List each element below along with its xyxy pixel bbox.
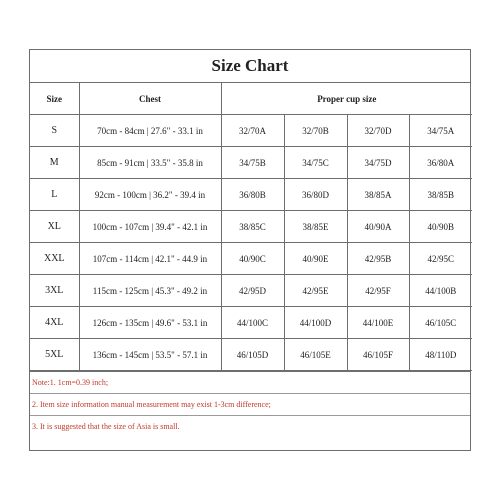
cup-size-cell: 42/95C (409, 243, 472, 275)
table-row (30, 243, 472, 275)
chest-cell: 126cm - 135cm | 49.6" - 53.1 in (79, 307, 221, 339)
cup-size-cell: 44/100C (221, 307, 284, 339)
cup-size-cell: 38/85A (347, 179, 409, 211)
chest-cell: 70cm - 84cm | 27.6" - 33.1 in (79, 115, 221, 147)
header-row (30, 83, 472, 115)
size-chart (29, 49, 471, 451)
chest-cell: 100cm - 107cm | 39.4" - 42.1 in (79, 211, 221, 243)
cup-size-cell: 44/100D (284, 307, 347, 339)
size-cell: 4XL (30, 307, 79, 339)
chest-cell: 136cm - 145cm | 53.5" - 57.1 in (79, 339, 221, 371)
size-cell: XL (30, 211, 79, 243)
cup-size-cell: 38/85B (409, 179, 472, 211)
cup-size-cell: 44/100B (409, 275, 472, 307)
size-cell: M (30, 147, 79, 179)
cup-size-cell: 32/70B (284, 115, 347, 147)
table-row (30, 115, 472, 147)
chest-cell: 107cm - 114cm | 42.1" - 44.9 in (79, 243, 221, 275)
cup-size-cell: 44/100E (347, 307, 409, 339)
table-row (30, 275, 472, 307)
cup-size-cell: 36/80B (221, 179, 284, 211)
cup-size-cell: 32/70D (347, 115, 409, 147)
size-cell: S (30, 115, 79, 147)
cup-size-cell: 38/85C (221, 211, 284, 243)
table-row (30, 307, 472, 339)
size-cell: L (30, 179, 79, 211)
cup-size-cell: 42/95E (284, 275, 347, 307)
cup-size-cell: 46/105F (347, 339, 409, 371)
cup-size-cell: 40/90A (347, 211, 409, 243)
size-cell: 5XL (30, 339, 79, 371)
cup-size-cell: 46/105D (221, 339, 284, 371)
cup-size-cell: 46/105C (409, 307, 472, 339)
note-2: 2. Item size information manual measurement may exist 1-3cm difference; (30, 393, 470, 415)
size-table (30, 83, 472, 371)
cup-size-cell: 38/85E (284, 211, 347, 243)
cup-size-cell: 42/95D (221, 275, 284, 307)
cup-size-cell: 34/75D (347, 147, 409, 179)
header-size: Size (30, 83, 79, 115)
cup-size-cell: 40/90E (284, 243, 347, 275)
chest-cell: 115cm - 125cm | 45.3" - 49.2 in (79, 275, 221, 307)
cup-size-cell: 42/95B (347, 243, 409, 275)
chest-cell: 92cm - 100cm | 36.2" - 39.4 in (79, 179, 221, 211)
cup-size-cell: 40/90B (409, 211, 472, 243)
notes (30, 371, 470, 437)
cup-size-cell: 34/75B (221, 147, 284, 179)
chart-title: Size Chart (30, 50, 470, 83)
cup-size-cell: 40/90C (221, 243, 284, 275)
cup-size-cell: 34/75A (409, 115, 472, 147)
cup-size-cell: 36/80D (284, 179, 347, 211)
header-chest: Chest (79, 83, 221, 115)
table-row (30, 211, 472, 243)
cup-size-cell: 48/110D (409, 339, 472, 371)
header-cup-size: Proper cup size (221, 83, 472, 115)
cup-size-cell: 42/95F (347, 275, 409, 307)
size-cell: XXL (30, 243, 79, 275)
cup-size-cell: 36/80A (409, 147, 472, 179)
table-row (30, 147, 472, 179)
cup-size-cell: 34/75C (284, 147, 347, 179)
cup-size-cell: 32/70A (221, 115, 284, 147)
table-row (30, 339, 472, 371)
table-row (30, 179, 472, 211)
chest-cell: 85cm - 91cm | 33.5" - 35.8 in (79, 147, 221, 179)
size-cell: 3XL (30, 275, 79, 307)
note-1: Note:1. 1cm=0.39 inch; (32, 378, 109, 387)
cup-size-cell: 46/105E (284, 339, 347, 371)
note-3: 3. It is suggested that the size of Asia is small. (30, 415, 470, 437)
